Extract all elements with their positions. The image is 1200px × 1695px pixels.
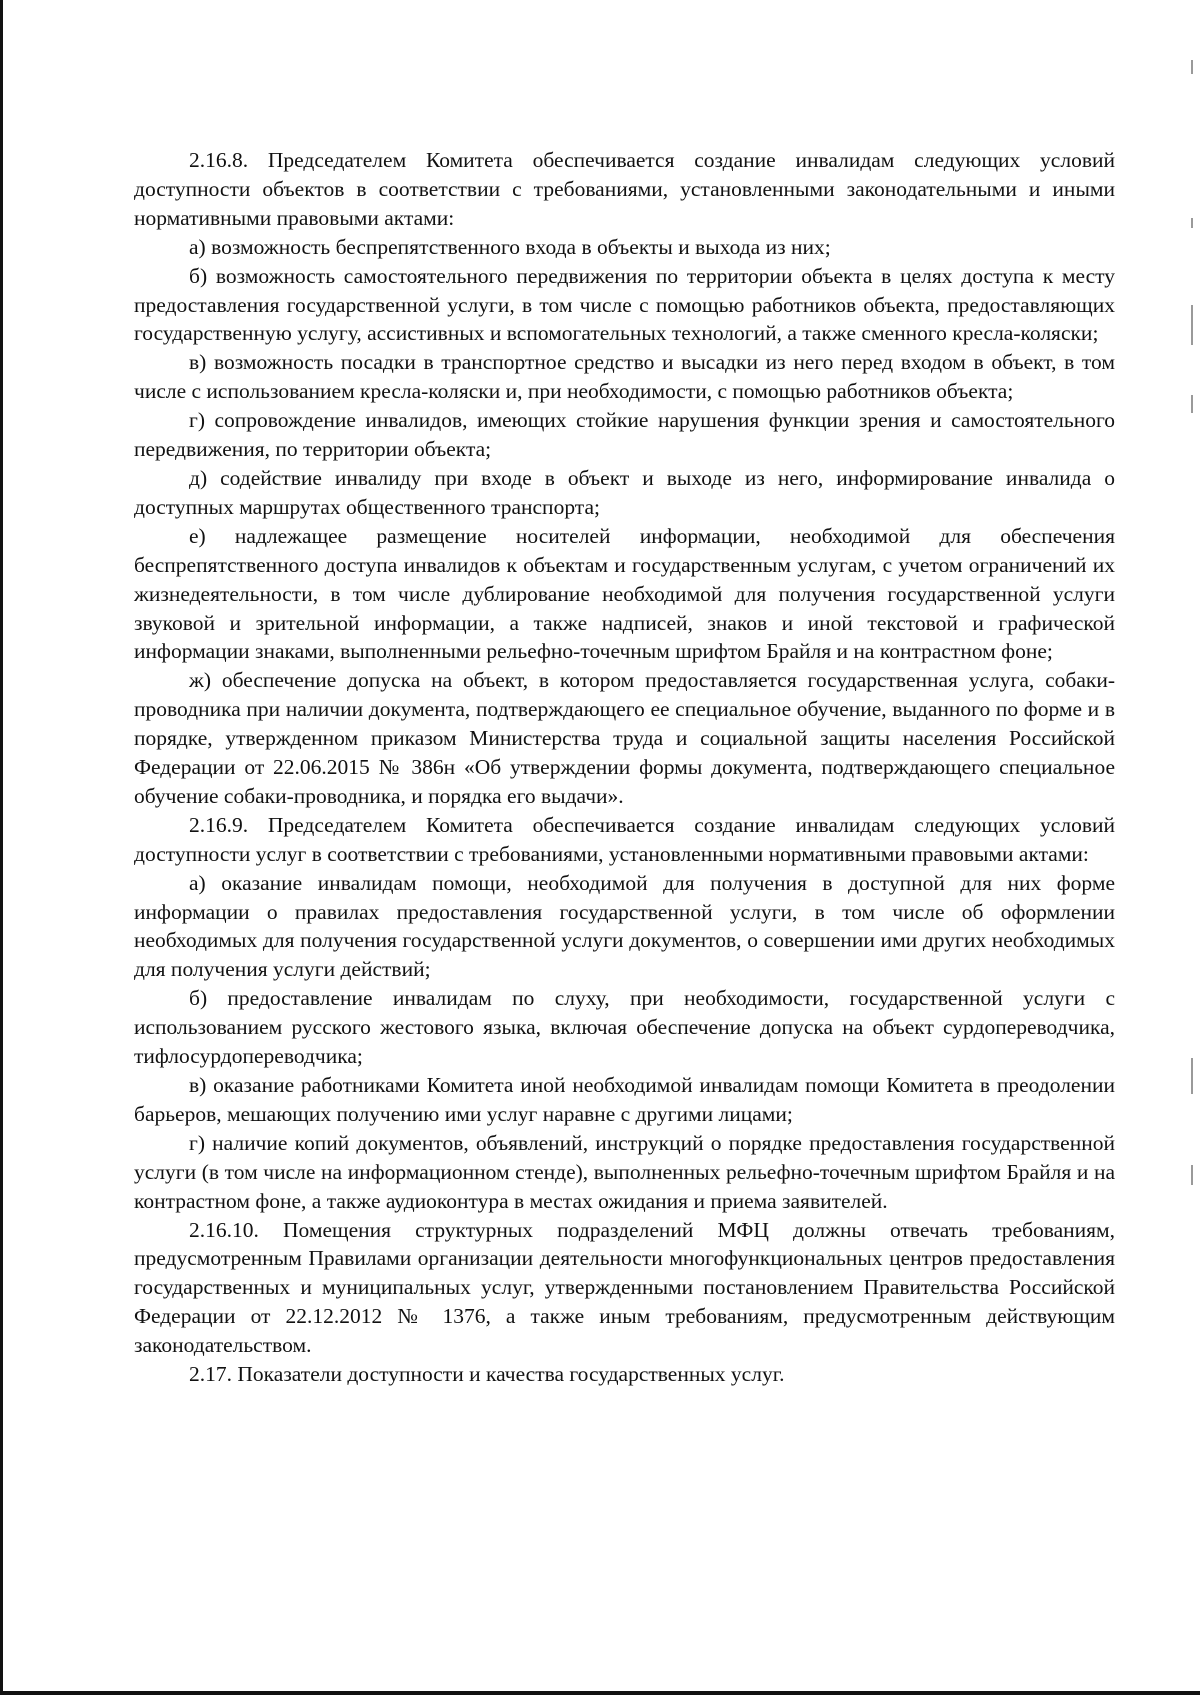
paragraph-2-16-9: 2.16.9. Председателем Комитета обеспечивается создание инвалидам следующих условий доступности услуг в соответствии с требованиями, установленными нормативными правовыми актами: xyxy=(134,812,1115,866)
list-item-a-2: а) оказание инвалидам помощи, необходимой для получения в доступной для них форме информации о правилах предоставления государственной услуги, в том числе об оформлении необходимых для получения государственной услуги документов, о совершении ими других необходимых для получения услуги действий; xyxy=(134,870,1115,982)
scan-artifact xyxy=(1191,1165,1193,1185)
scan-left-border xyxy=(0,0,3,1695)
scan-artifact xyxy=(1191,218,1193,228)
paragraph-2-16-10: 2.16.10. Помещения структурных подразделений МФЦ должны отвечать требованиям, предусмотренным Правилами организации деятельности многофункциональных центров предоставления государственных и муниципальных услуг, утвержденными постановлением Правительства Российской Федерации от 22.12.2012 № 1376, а также иным требованиям, предусмотренным действующим законодательством. xyxy=(134,1217,1115,1358)
scan-artifact xyxy=(1191,1058,1193,1094)
list-item-d: д) содействие инвалиду при входе в объект и выходе из него, информирование инвалида о доступных маршрутах общественного транспорта; xyxy=(134,465,1115,519)
list-item-e: е) надлежащее размещение носителей информации, необходимой для обеспечения беспрепятственного доступа инвалидов к объектам и государственным услугам, с учетом ограничений их жизнедеятельности, в том числе дублирование необходимой для получения государственной услуги звуковой и зрительной информации, а также надписей, знаков и иной текстовой и графической информации знаками, выполненными рельефно-точечным шрифтом Брайля и на контрастном фоне; xyxy=(134,523,1115,664)
list-item-b-2: б) предоставление инвалидам по слуху, при необходимости, государственной услуги с использованием русского жестового языка, включая обеспечение допуска на объект сурдопереводчика, тифлосурдопереводчика; xyxy=(134,986,1115,1069)
list-item-g-2: г) наличие копий документов, объявлений, инструкций о порядке предоставления государственной услуги (в том числе на информационном стенде), выполненных рельефно-точечным шрифтом Брайля и на контрастном фоне, а также аудиоконтура в местах ожидания и приема заявителей. xyxy=(134,1130,1115,1213)
scan-artifact xyxy=(1191,305,1193,345)
document-body xyxy=(134,146,1115,1389)
list-item-v-2: в) оказание работниками Комитета иной необходимой инвалидам помощи Комитета в преодолении барьеров, мешающих получению ими услуг наравне с другими лицами; xyxy=(134,1073,1115,1126)
list-item-a: а) возможность беспрепятственного входа в объекты и выхода из них; xyxy=(189,234,831,259)
paragraph-2-16-8: 2.16.8. Председателем Комитета обеспечивается создание инвалидам следующих условий доступности объектов в соответствии с требованиями, установленными законодательными и иными нормативными правовыми актами: xyxy=(134,148,1115,230)
list-item-v: в) возможность посадки в транспортное средство и высадки из него перед входом в объект, в том числе с использованием кресла-коляски и, при необходимости, с помощью работников объекта; xyxy=(134,350,1115,404)
scan-artifact xyxy=(1191,60,1193,74)
paragraph-2-17: 2.17. Показатели доступности и качества государственных услуг. xyxy=(189,1362,785,1387)
list-item-b: б) возможность самостоятельного передвижения по территории объекта в целях доступа к месту предоставления государственной услуги, в том числе с помощью работников объекта, предоставляющих государственную услугу, ассистивных и вспомогательных технологий, а также сменного кресла-коляски; xyxy=(134,263,1115,346)
scan-artifact xyxy=(1191,395,1193,413)
list-item-zh: ж) обеспечение допуска на объект, в котором предоставляется государственная услуга, собаки-проводника при наличии документа, подтверждающего ее специальное обучение, выданного по форме и в порядке, утвержденном приказом Министерства труда и социальной защиты населения Российской Федерации от 22.06.2015 № 386н «Об утверждении формы документа, подтверждающего специальное обучение собаки-проводника, и порядка его выдачи». xyxy=(134,668,1115,808)
scan-bottom-border xyxy=(0,1691,1200,1695)
list-item-g: г) сопровождение инвалидов, имеющих стойкие нарушения функции зрения и самостоятельного передвижения, по территории объекта; xyxy=(134,408,1115,462)
